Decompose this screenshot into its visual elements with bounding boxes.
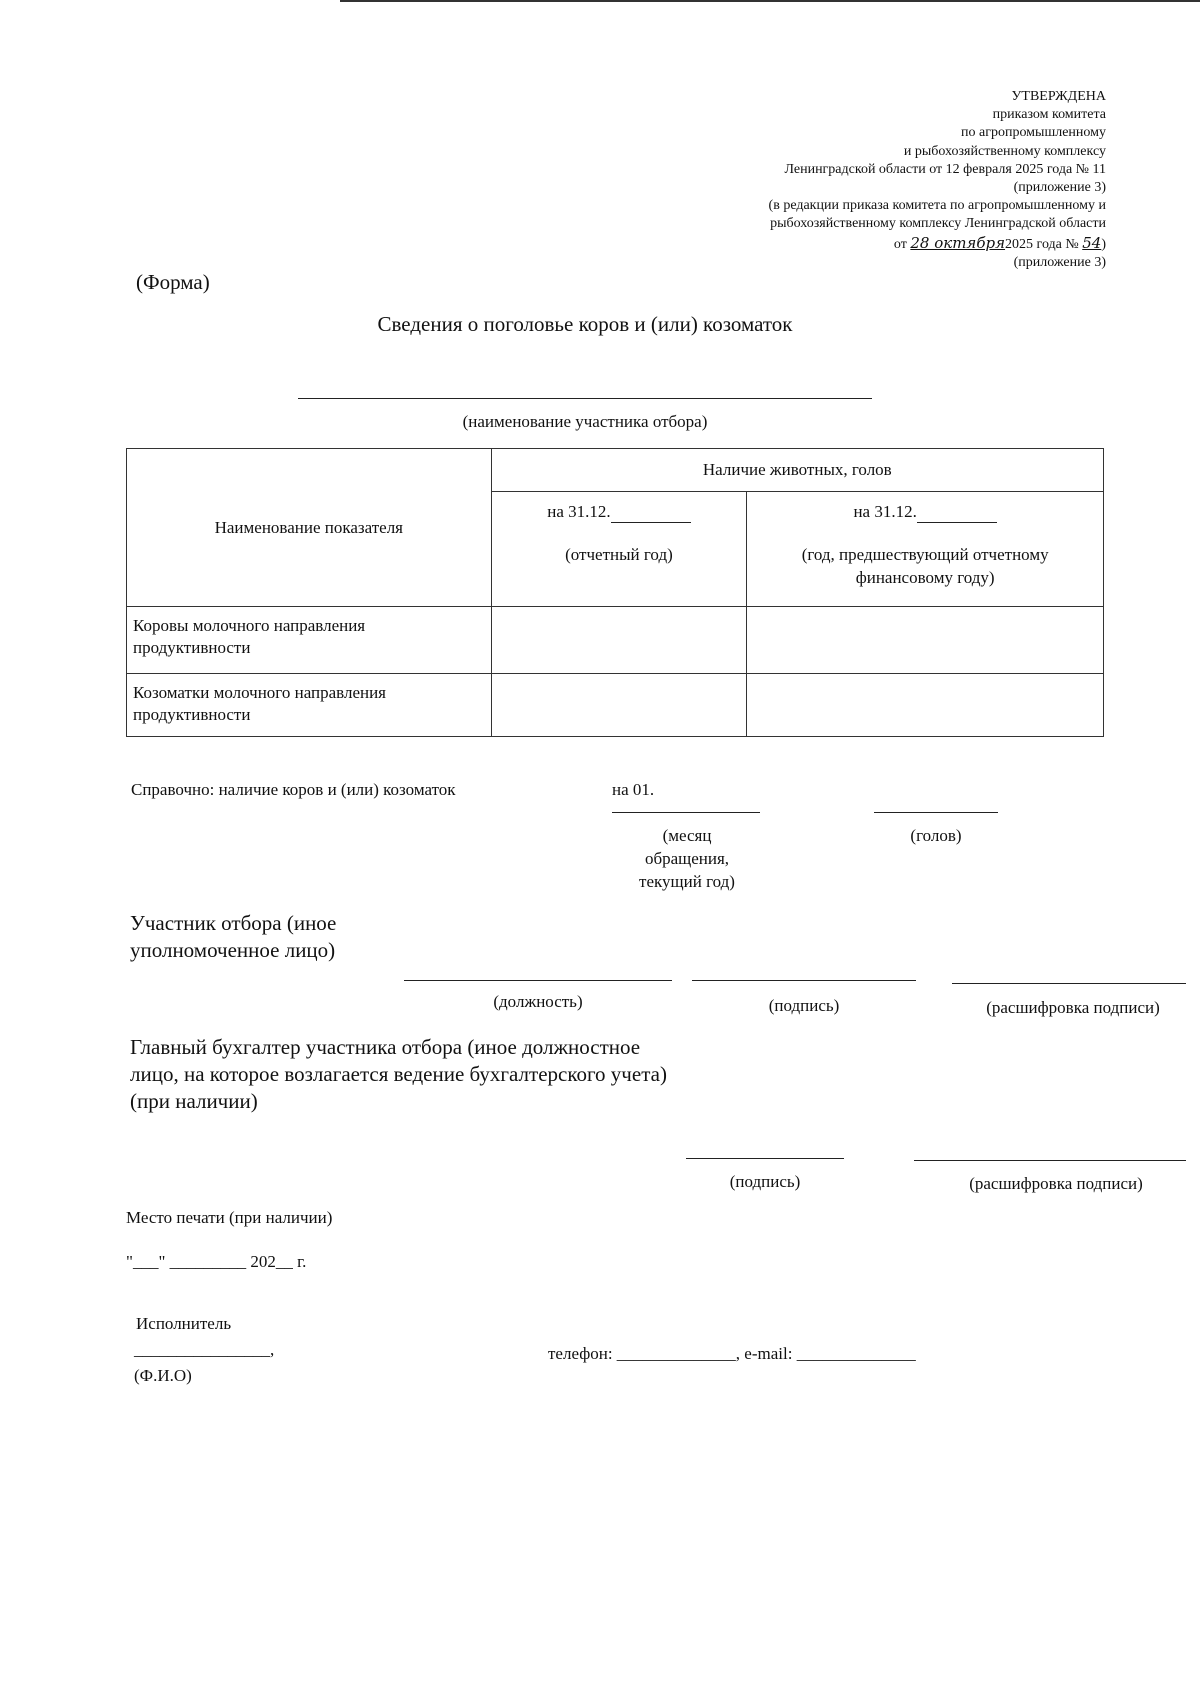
col1-year-blank[interactable] xyxy=(611,502,691,523)
email-field[interactable]: ______________ xyxy=(796,1344,916,1363)
indicator-header: Наименование показателя xyxy=(214,517,403,537)
participant-decoding-line[interactable] xyxy=(952,983,1186,984)
participant-sign-label: Участник отбора (иное уполномоченное лицо) xyxy=(130,911,337,962)
indicator-header-cell xyxy=(127,449,492,607)
table-row xyxy=(127,607,1104,674)
accountant-sign-label: Главный бухгалтер участника отбора (иное должностное лицо, на которое возлагается ведение бухгалтерского учета) (при наличии) xyxy=(130,1035,667,1113)
document-title: Сведения о поголовье коров и (или) козоматок xyxy=(377,312,793,336)
approval-line: рыбохозяйственному комплексу Ленинградской области xyxy=(770,216,1106,232)
participant-name-line[interactable] xyxy=(298,398,872,399)
approval-line: УТВЕРЖДЕНА xyxy=(1011,89,1106,104)
phone-label: телефон: xyxy=(548,1344,613,1363)
animals-header-cell xyxy=(491,449,1103,492)
table-row xyxy=(127,674,1104,737)
approval-line: (приложение 3) xyxy=(1013,254,1106,270)
stamp-place: Место печати (при наличии) xyxy=(126,1208,333,1227)
approval-line: Ленинградской области от 12 февраля 2025 года № 11 xyxy=(784,161,1106,177)
form-label: (Форма) xyxy=(136,270,210,294)
accountant-signature-line[interactable] xyxy=(686,1158,844,1159)
row-label-goats: Козоматки молочного направления продуктивности xyxy=(127,674,492,737)
date-line[interactable]: "___" _________ 202__ г. xyxy=(126,1252,307,1271)
approval-line: по агропромышленному xyxy=(961,125,1106,141)
executor-name-line[interactable]: ________________, xyxy=(134,1340,275,1359)
col1-date: на 31.12. xyxy=(547,502,611,521)
accountant-signature-caption: (подпись) xyxy=(729,1172,801,1191)
animals-header: Наличие животных, голов xyxy=(702,460,892,479)
approval-date-line: от 28 октября2025 года № 54) xyxy=(893,233,1106,252)
handwritten-date: 28 октября xyxy=(910,233,1006,252)
participant-position-caption: (должность) xyxy=(493,992,583,1011)
participant-signature-caption: (подпись) xyxy=(768,996,840,1015)
approval-line: приказом комитета xyxy=(992,107,1106,123)
accountant-decoding-line[interactable] xyxy=(914,1160,1186,1161)
col2-header-cell xyxy=(747,492,1104,607)
participant-name-caption: (наименование участника отбора) xyxy=(462,412,708,431)
email-label: e-mail: xyxy=(744,1344,793,1363)
reference-heads-line[interactable] xyxy=(874,812,998,813)
approval-line: (приложение 3) xyxy=(1013,180,1106,196)
scan-top-edge xyxy=(340,0,1200,2)
participant-position-line[interactable] xyxy=(404,980,672,981)
row-label-cows: Коровы молочного направления продуктивности xyxy=(127,607,492,674)
reference-date-prefix: на 01. xyxy=(612,780,655,799)
cows-reporting-year-cell[interactable] xyxy=(491,607,747,674)
col1-caption: (отчетный год) xyxy=(565,545,673,564)
goats-reporting-year-cell[interactable] xyxy=(491,674,747,737)
reference-month-line[interactable] xyxy=(612,812,760,813)
col1-header-cell xyxy=(491,492,747,607)
executor-label: Исполнитель xyxy=(136,1314,232,1333)
participant-signature-line[interactable] xyxy=(692,980,916,981)
col2-year-blank[interactable] xyxy=(917,502,997,523)
phone-field[interactable]: ______________, xyxy=(616,1344,741,1363)
reference-text: Справочно: наличие коров и (или) козоматок xyxy=(131,780,456,799)
cows-previous-year-cell[interactable] xyxy=(747,607,1104,674)
reference-heads-caption: (голов) xyxy=(910,826,962,845)
col2-date: на 31.12. xyxy=(853,502,917,521)
livestock-table xyxy=(126,448,1104,737)
participant-decoding-caption: (расшифровка подписи) xyxy=(986,998,1160,1017)
goats-previous-year-cell[interactable] xyxy=(747,674,1104,737)
approval-line: и рыбохозяйственному комплексу xyxy=(903,143,1106,159)
executor-contacts xyxy=(548,1344,916,1364)
executor-name-caption: (Ф.И.О) xyxy=(134,1366,192,1385)
handwritten-number: 54 xyxy=(1082,233,1102,252)
col2-caption: (год, предшествующий отчетному финансовому году) xyxy=(801,545,1049,587)
approval-block xyxy=(546,88,1106,272)
reference-month-caption: (месяц обращения, текущий год) xyxy=(639,826,735,891)
accountant-decoding-caption: (расшифровка подписи) xyxy=(969,1174,1143,1193)
approval-line: (в редакции приказа комитета по агропромышленному и xyxy=(768,198,1106,214)
